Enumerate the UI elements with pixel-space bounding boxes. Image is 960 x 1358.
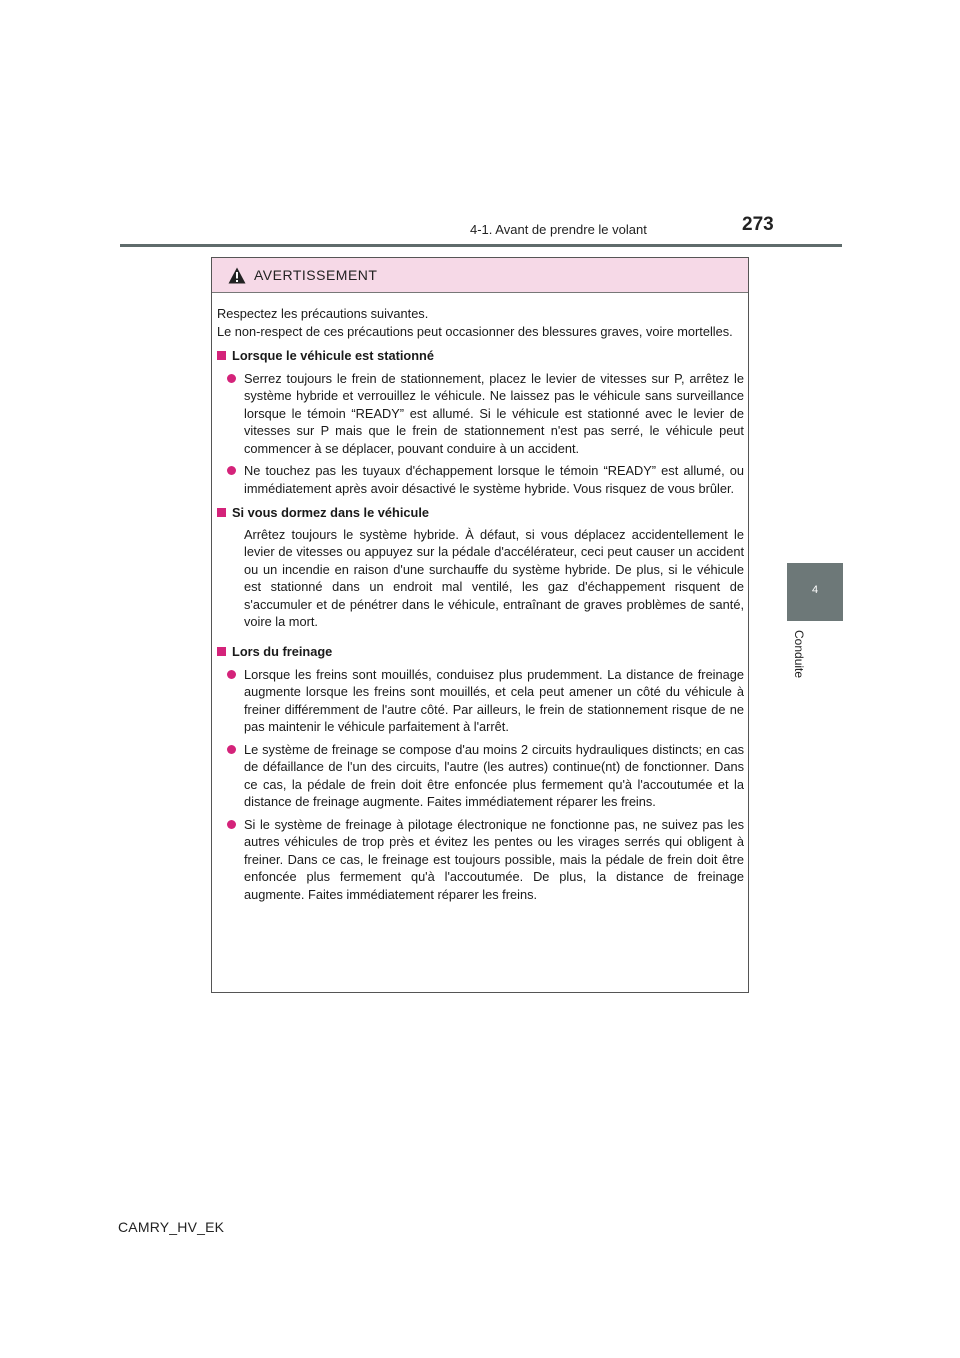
square-bullet-icon	[217, 647, 226, 656]
list-item-text: Lorsque les freins sont mouillés, conduisez plus prudemment. La distance de freinage augmente lorsque les freins sont mouillés, et cela peut amener un côté du véhicule à freiner différemment de l'autre côté. Par ailleurs, le frein de stationnement risque de ne pas maintenir le véhicule parfaitement à l'arrêt.	[244, 666, 744, 735]
section-title: 4-1. Avant de prendre le volant	[470, 222, 647, 237]
section-title-sleeping: Si vous dormez dans le véhicule	[232, 505, 429, 520]
round-bullet-icon	[227, 466, 236, 475]
section-heading	[217, 643, 744, 661]
square-bullet-icon	[217, 351, 226, 360]
list-item	[217, 741, 744, 811]
square-bullet-icon	[217, 508, 226, 517]
warning-title: AVERTISSEMENT	[254, 267, 378, 283]
list-item-text: Ne touchez pas les tuyaux d'échappement lorsque le témoin “READY” est allumé, ou immédiatement après avoir désactivé le système hybride. Vous risquez de vous brûler.	[244, 463, 744, 496]
warning-triangle-icon	[228, 267, 246, 284]
warning-box	[211, 257, 749, 993]
list-item-text: Si le système de freinage à pilotage électronique ne fonctionne pas, ne suivez pas les autres véhicules de trop près et évitez les pentes ou les virages serrés qui obligent à freiner. Dans ce cas, le freinage est toujours possible, mais la pédale de frein doit être enfoncée plus fermement qu'à l'accoutumée. De plus, la distance de freinage augmente. Faites immédiatement réparer les freins.	[244, 816, 744, 902]
intro-line: Respectez les précautions suivantes.	[217, 306, 429, 321]
round-bullet-icon	[227, 374, 236, 383]
list-item	[217, 816, 744, 904]
intro-line: Le non-respect de ces précautions peut occasionner des blessures graves, voire mortelles.	[217, 323, 733, 339]
section-title-braking: Lors du freinage	[232, 644, 333, 660]
list-item	[217, 666, 744, 736]
chapter-label: Conduite	[792, 630, 806, 679]
list-item	[217, 462, 744, 497]
section-heading	[217, 504, 744, 522]
page-number: 273	[742, 214, 774, 235]
list-item	[217, 370, 744, 458]
round-bullet-icon	[227, 670, 236, 679]
model-code: CAMRY_HV_EK	[118, 1219, 225, 1235]
warning-body	[217, 305, 744, 903]
round-bullet-icon	[227, 745, 236, 754]
list-item-text: Serrez toujours le frein de stationnement, placez le levier de vitesses sur P, arrêtez le système hybride et verrouillez le véhicule. Ne laissez pas le véhicule sans surveillance lorsque le témoin “READY” est allumé. Si le véhicule est stationné avec le levier de vitesses sur P mais que le frein de stationnement n'est pas serré, le véhicule peut commencer à se déplacer, pouvant conduire à un accident.	[244, 370, 744, 456]
section-title-parked: Lorsque le véhicule est stationné	[232, 348, 434, 363]
round-bullet-icon	[227, 820, 236, 829]
section-heading	[217, 347, 744, 365]
section-paragraph: Arrêtez toujours le système hybride. À défaut, si vous déplacez accidentellement le levier de vitesses ou appuyez sur la pédale d'accélérateur, ceci peut causer un accident ou un incendie en raison d'une surchauffe du système hybride. De plus, si le véhicule est stationné dans un endroit mal ventilé, les gaz d'échappement risquent de s'accumuler et de pénétrer dans le véhicule, entraînant de graves problèmes de santé, voire la mort.	[244, 526, 744, 629]
warning-header	[212, 258, 748, 293]
chapter-tab[interactable]: 4	[787, 563, 843, 621]
list-item-text: Le système de freinage se compose d'au moins 2 circuits hydrauliques distincts; en cas de défaillance de l'un des circuits, l'autre (les autres) continue(nt) de fonctionner. Dans ce cas, la pédale de frein doit être enfoncée plus fermement qu'à l'accoutumée et la distance de freinage augmente. Faites immédiatement réparer les freins.	[244, 741, 744, 810]
header-rule	[120, 244, 842, 247]
